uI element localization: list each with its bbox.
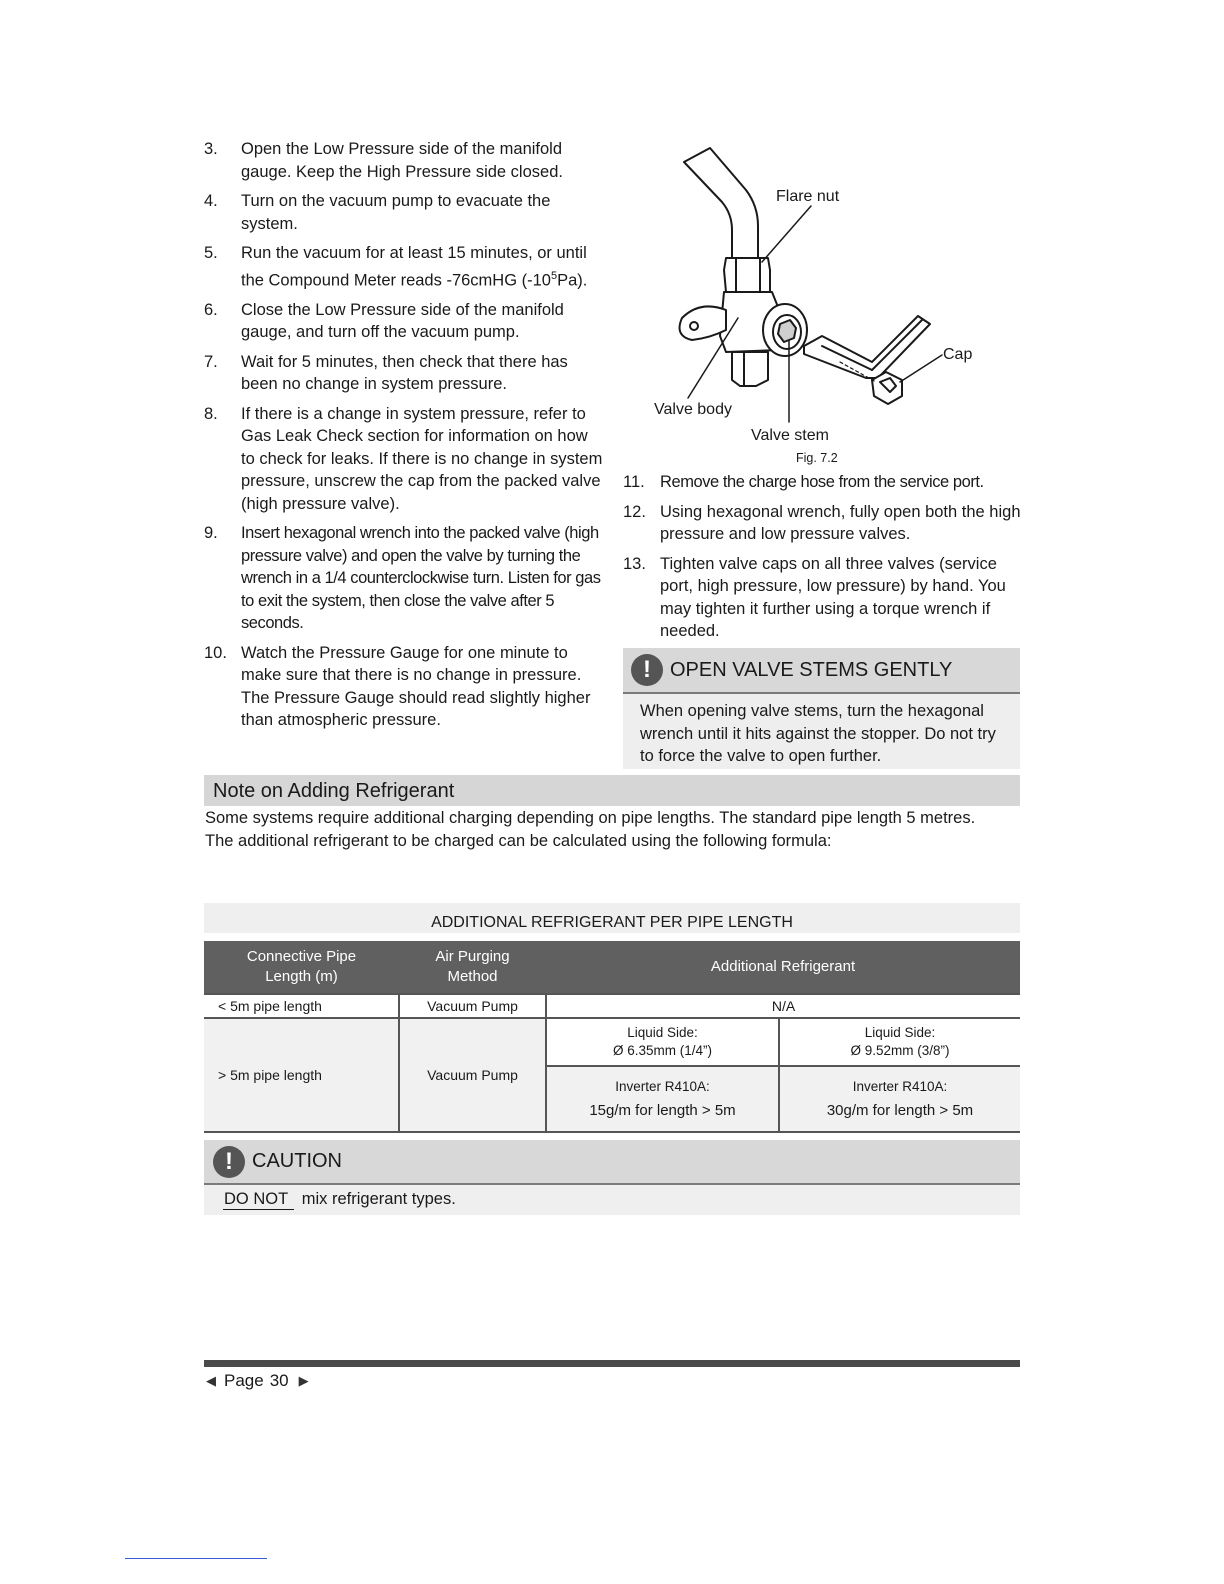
header-purging-method: Air Purging Method — [399, 941, 546, 994]
previous-page-icon[interactable]: ◀ — [206, 1373, 216, 1388]
step-5 — [204, 242, 604, 292]
steps-right-column — [623, 471, 1023, 650]
step-13 — [623, 553, 1023, 643]
step-text: Using hexagonal wrench, fully open both the high pressure and low pressure valves. — [660, 502, 1021, 543]
step-text: Remove the charge hose from the service port. — [660, 473, 984, 491]
cell-label: Inverter R410A: — [615, 1079, 710, 1094]
caution-title: CAUTION — [252, 1150, 342, 1172]
step-text-part: Pa). — [557, 271, 588, 289]
step-text — [241, 242, 604, 292]
step-12 — [623, 501, 1023, 546]
table-row — [204, 1018, 1020, 1066]
cell-value: Ø 9.52mm (3/8”) — [850, 1043, 950, 1058]
table-header-row — [204, 941, 1020, 994]
cell-label: Liquid Side: — [627, 1025, 698, 1040]
row2-length: > 5m pipe length — [204, 1018, 399, 1132]
note-title: OPEN VALVE STEMS GENTLY — [670, 658, 953, 681]
valve-stem-label: Valve stem — [751, 427, 829, 444]
step-text: Close the Low Pressure side of the manifold gauge, and turn off the vacuum pump. — [241, 300, 564, 341]
step-number: 9. — [204, 524, 218, 542]
section-heading: Note on Adding Refrigerant — [204, 775, 1020, 806]
row2-method: Vacuum Pump — [399, 1018, 546, 1132]
flare-nut-label: Flare nut — [776, 188, 840, 205]
cell-value: 30g/m for length > 5m — [826, 1102, 974, 1119]
step-number: 12. — [623, 502, 646, 521]
table-title: ADDITIONAL REFRIGERANT PER PIPE LENGTH — [204, 903, 1020, 933]
caution-text: mix refrigerant types. — [301, 1190, 456, 1208]
step-4 — [204, 190, 604, 235]
step-number: 10. — [204, 643, 227, 662]
caution-header — [204, 1140, 1020, 1185]
exclamation-icon: ! — [213, 1146, 245, 1178]
note-body: When opening valve stems, turn the hexagonal wrench until it hits against the stopper. Do not try to force the valve to open further. — [640, 702, 996, 765]
valve-stem-note — [623, 648, 1020, 769]
refrigerant-table — [204, 941, 1020, 1133]
step-text: Turn on the vacuum pump to evacuate the system. — [241, 192, 551, 233]
step-text: Wait for 5 minutes, then check that there has been no change in system pressure. — [241, 352, 568, 393]
step-number: 4. — [204, 192, 218, 210]
cell-label: Inverter R410A: — [852, 1079, 948, 1094]
cell-value: 15g/m for length > 5m — [589, 1102, 736, 1119]
exclamation-icon: ! — [631, 654, 663, 686]
step-text: If there is a change in system pressure, refer to Gas Leak Check section for information on how to check for leaks. If there is no change in system pressure, unscrew the cap from the packed valve (high pressure valve). — [241, 404, 603, 513]
valve-figure — [640, 140, 1020, 470]
step-text: Watch the Pressure Gauge for one minute to make sure that there is no change in pressure. The Pressure Gauge should read slightly higher than atmospheric pressure. — [241, 643, 591, 729]
section-paragraph: Some systems require additional charging depending on pipe lengths. The standard pipe length 5 metres. The additional refrigerant to be charged can be calculated using the following formula: — [205, 809, 976, 850]
step-number: 6. — [204, 300, 218, 319]
step-number: 11. — [623, 473, 645, 491]
page-number: 30 — [269, 1371, 289, 1390]
header-pipe-length: Connective Pipe Length (m) — [204, 941, 399, 994]
cell-label: Liquid Side: — [864, 1025, 936, 1040]
valve-body-label: Valve body — [654, 401, 732, 418]
step-text: Tighten valve caps on all three valves (service port, high pressure, low pressure) by hand. You may tighten it further using a torque wrench if needed. — [660, 554, 1006, 640]
step-number: 7. — [204, 352, 218, 371]
cell-value: Ø 6.35mm (1/4”) — [612, 1043, 713, 1058]
step-text-part: Run the vacuum for at least 15 minutes, or until the Compound Meter reads -76cmHG (-10 — [241, 244, 587, 289]
step-3 — [204, 138, 604, 183]
row1-refrigerant: N/A — [546, 994, 1020, 1018]
step-text: Open the Low Pressure side of the manifold gauge. Keep the High Pressure side closed. — [241, 140, 563, 181]
header-additional-refrigerant: Additional Refrigerant — [546, 941, 1020, 994]
page-label: Page — [224, 1371, 264, 1390]
cap-label: Cap — [943, 346, 973, 363]
step-6 — [204, 299, 604, 344]
step-number: 3. — [204, 140, 218, 158]
step-number: 8. — [204, 404, 218, 423]
step-number: 5. — [204, 244, 218, 262]
caution-body — [204, 1185, 1020, 1210]
inverter-a — [546, 1066, 779, 1132]
liquid-side-a — [546, 1018, 779, 1066]
next-page-icon[interactable]: ▶ — [298, 1373, 309, 1388]
page-navigation — [206, 1371, 309, 1391]
step-10 — [204, 642, 604, 732]
link-underline — [125, 1558, 267, 1559]
step-number: 13. — [623, 554, 646, 573]
steps-left-column — [204, 138, 604, 739]
caution-box — [204, 1140, 1020, 1215]
caution-keyword: DO NOT — [223, 1190, 294, 1210]
superscript: 5 — [550, 269, 558, 282]
step-9 — [204, 522, 604, 635]
inverter-b — [779, 1066, 1020, 1132]
step-text: Insert hexagonal wrench into the packed valve (high pressure valve) and open the valve by turning the wrench in a 1/4 counterclockwise turn. Listen for gas to exit the system, then close the valve after 5 seconds. — [241, 524, 601, 632]
step-11 — [623, 471, 1023, 494]
liquid-side-b — [779, 1018, 1020, 1066]
note-header — [623, 648, 1020, 694]
row1-method: Vacuum Pump — [399, 994, 546, 1018]
table-row — [204, 994, 1020, 1018]
step-7 — [204, 351, 604, 396]
step-8 — [204, 403, 604, 516]
row1-length: < 5m pipe length — [204, 994, 399, 1018]
figure-caption: Fig. 7.2 — [796, 451, 838, 465]
footer-rule — [204, 1360, 1020, 1367]
